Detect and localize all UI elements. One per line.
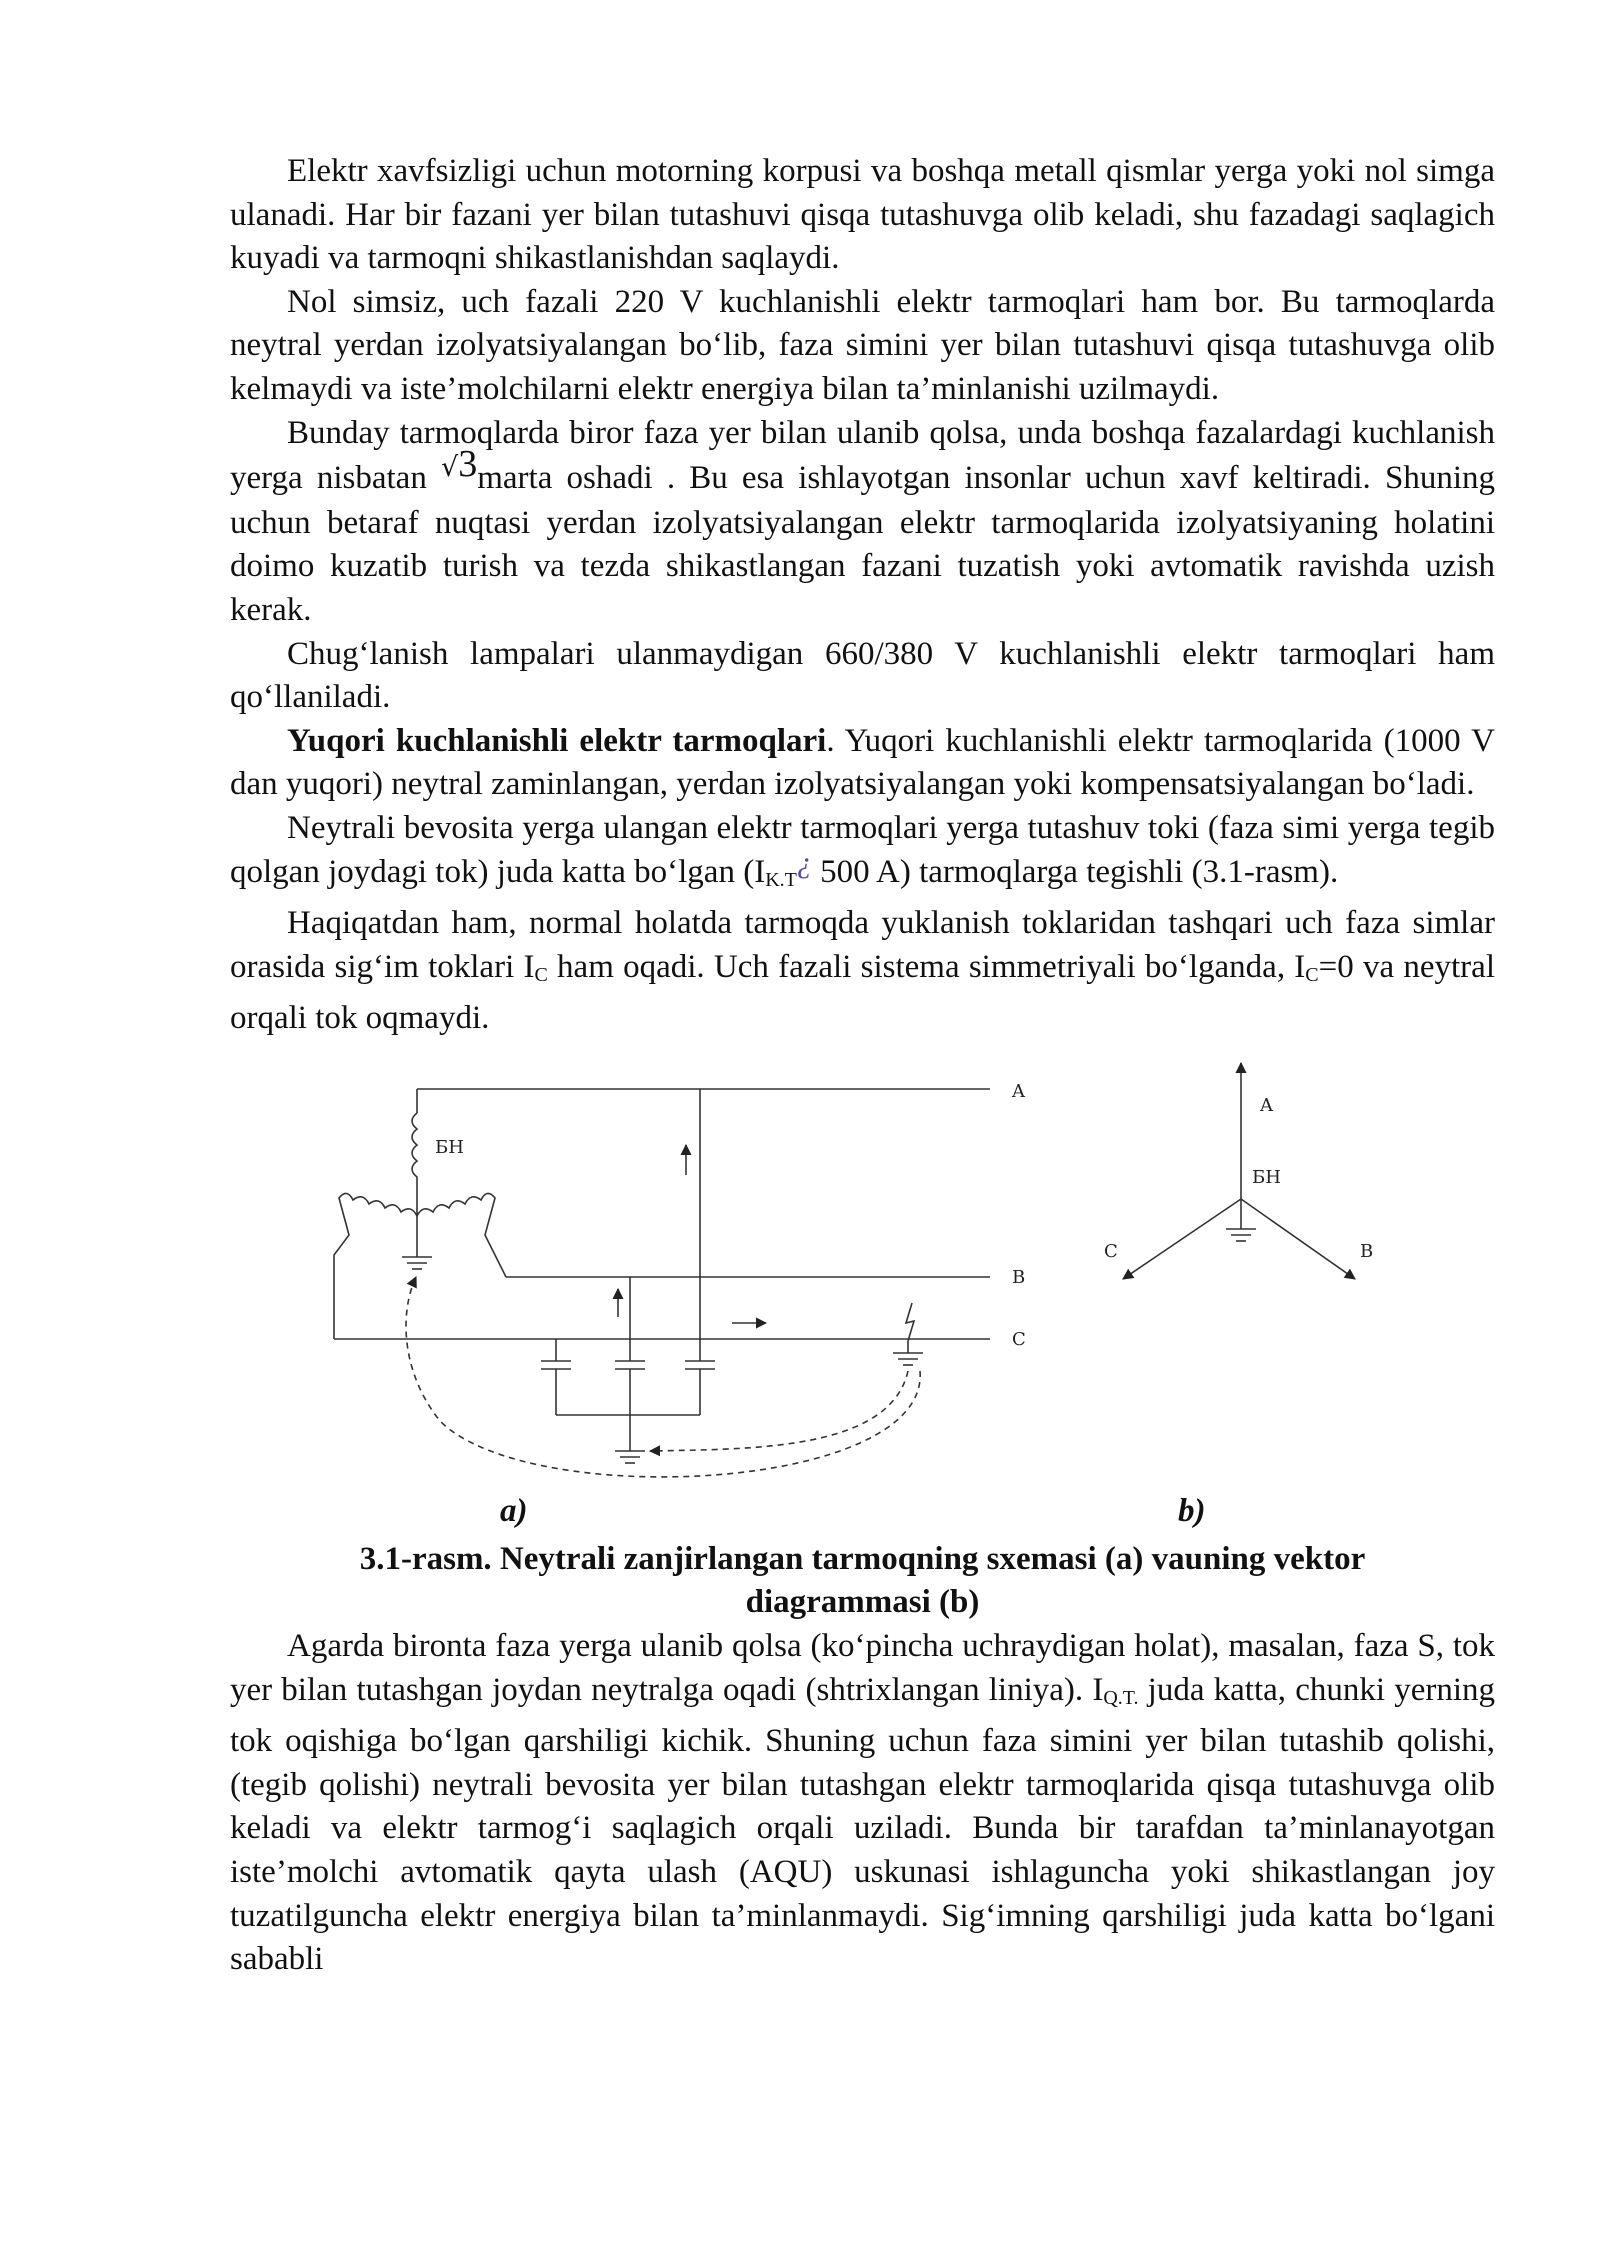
odd-symbol: ¿ bbox=[796, 845, 812, 879]
vector-label-a: A bbox=[1260, 1094, 1273, 1116]
vector-c bbox=[1123, 1199, 1241, 1279]
paragraph-3 bbox=[230, 412, 1495, 633]
figure-sublabels bbox=[230, 1493, 1495, 1538]
label-phase-c: C bbox=[1012, 1328, 1026, 1350]
paragraph-7-mid: ham oqadi. Uch fazali sistema simmetriyali bo‘lganda, I bbox=[547, 948, 1306, 985]
paragraph-8-start: Agarda bironta faza yerga ulanib qolsa (ko‘pincha uchraydigan holat), masalan, faza S, tok yer bilan tutashgan joydan neytralga oqadi (shtrixlangan liniya). I bbox=[230, 1628, 1495, 1708]
paragraph-6-end: 500 A) tarmoqlarga tegishli (3.1-rasm). bbox=[811, 853, 1339, 890]
paragraph-3-start: Bunday tarmoqlarda biror faza yer bilan ulanib qolsa, unda boshqa fazalardagi kuchlanish yerga nisbatan bbox=[230, 414, 1495, 497]
paragraph-6-start: Neytrali bevosita yerga ulangan elektr tarmoqlari yerga tutashuv toki (faza simi yerga tegib qolgan joydagi tok) juda katta bo‘lgan (I bbox=[230, 809, 1495, 890]
sqrt-radicand: 3 bbox=[458, 443, 478, 486]
paragraph-1: Elektr xavfsizligi uchun motorning korpusi va boshqa metall qismlar yerga yoki nol simga ulanadi. Har bir fazani yer bilan tutashuvi qisqa tutashuvga olib keladi, shu fazadagi saqlagich kuyadi va tarmoqni shikastlanishdan saqlaydi. bbox=[230, 153, 1495, 277]
subscript-qt: Q.T. bbox=[1103, 1686, 1139, 1709]
paragraph-5 bbox=[230, 720, 1495, 807]
sqrt-sign: √ bbox=[441, 452, 459, 484]
paragraph-2: Nol simsiz, uch fazali 220 V kuchlanishli elektr tarmoqlari ham bor. Bu tarmoqlarda neytral yerdan izolyatsiyalangan bo‘lib, faza simini yer bilan tutashuvi qisqa tutashuvga olib kelmaydi va iste’molchilarni elektr energiya bilan ta’minlanishi uzilmaydi. bbox=[230, 283, 1495, 407]
paragraph-8-end: juda katta, chunki yerning tok oqishiga bo‘lgan qarshiligi kichik. Shuning uchun faza simini yer bilan tutashib qolishi, (tegib qolishi) neytrali bevosita yer bilan tutashgan elektr tarmoqlarida qisqa tutashuvga olib keladi va elektr tarmog‘i saqlagich orqali uziladi. Bunda bir tarafdan ta’minlanayotgan iste’molchi avtomatik qayta ulash (AQU) uskunasi ishlaguncha yoki shikastlangan joy tuzatilguncha elektr energiya bilan ta’minlanmaydi. Sig‘imning qarshiligi juda katta bo‘lgani sababli bbox=[230, 1671, 1495, 1978]
subscript-c2: C bbox=[1305, 963, 1319, 986]
label-neutral: БН bbox=[435, 1136, 464, 1158]
paragraph-6 bbox=[230, 807, 1495, 902]
winding-c-coil bbox=[334, 1193, 417, 1339]
winding-b-coil bbox=[417, 1193, 506, 1277]
subscript-c1: C bbox=[534, 963, 548, 986]
label-phase-b: B bbox=[1012, 1266, 1026, 1288]
subscript-kt: K.T bbox=[765, 868, 797, 891]
circuit-diagram bbox=[230, 1041, 1495, 1493]
winding-a-coil bbox=[412, 1113, 417, 1216]
paragraph-7-start: Haqiqatdan ham, normal holatda tarmoqda yuklanish toklaridan tashqari uch faza simlar orasida sig‘im toklari I bbox=[230, 905, 1495, 985]
paragraph-7-end: =0 va neytral orqali tok oqmaydi. bbox=[230, 948, 1495, 1037]
vector-label-c: C bbox=[1104, 1240, 1118, 1262]
paragraph-8 bbox=[230, 1625, 1495, 1982]
fault-current-path-2 bbox=[406, 1277, 920, 1477]
figure-caption-line-2: diagrammasi (b) bbox=[745, 1584, 980, 1621]
figure-label-b: b) bbox=[1178, 1492, 1206, 1529]
fault-lightning bbox=[906, 1303, 914, 1341]
paragraph-3-end: marta oshadi . Bu esa ishlayotgan insonlar uchun xavf keltiradi. Shuning uchun betaraf nuqtasi yerdan izolyatsiyalangan elektr tarmoqlarida izolyatsiyaning holatini doimo kuzatib turish va tezda shikastlangan fazani tuzatish yoki avtomatik ravishda uzish kerak. bbox=[230, 460, 1495, 628]
paragraph-7 bbox=[230, 902, 1495, 1041]
vector-label-b: B bbox=[1360, 1240, 1374, 1262]
section-heading-high-voltage: Yuqori kuchlanishli elektr tarmoqlari bbox=[287, 722, 827, 759]
figure-3-1 bbox=[230, 1041, 1495, 1493]
figure-label-a: a) bbox=[500, 1492, 528, 1529]
label-phase-a: A bbox=[1012, 1080, 1025, 1102]
paragraph-4: Chug‘lanish lampalari ulanmaydigan 660/380 V kuchlanishli elektr tarmoqlari ham qo‘llaniladi. bbox=[230, 635, 1495, 716]
figure-caption-line-1: 3.1-rasm. Neytrali zanjirlangan tarmoqning sxemasi (a) vauning vektor bbox=[359, 1540, 1366, 1577]
vector-b bbox=[1241, 1199, 1355, 1279]
paragraph-5-text: . Yuqori kuchlanishli elektr tarmoqlarida (1000 V dan yuqori) neytral zaminlangan, yerdan izolyatsiyalangan yoki kompensatsiyalangan bo‘ladi. bbox=[230, 722, 1495, 803]
vector-label-neutral: БН bbox=[1252, 1166, 1281, 1188]
document-page bbox=[230, 150, 1495, 1982]
